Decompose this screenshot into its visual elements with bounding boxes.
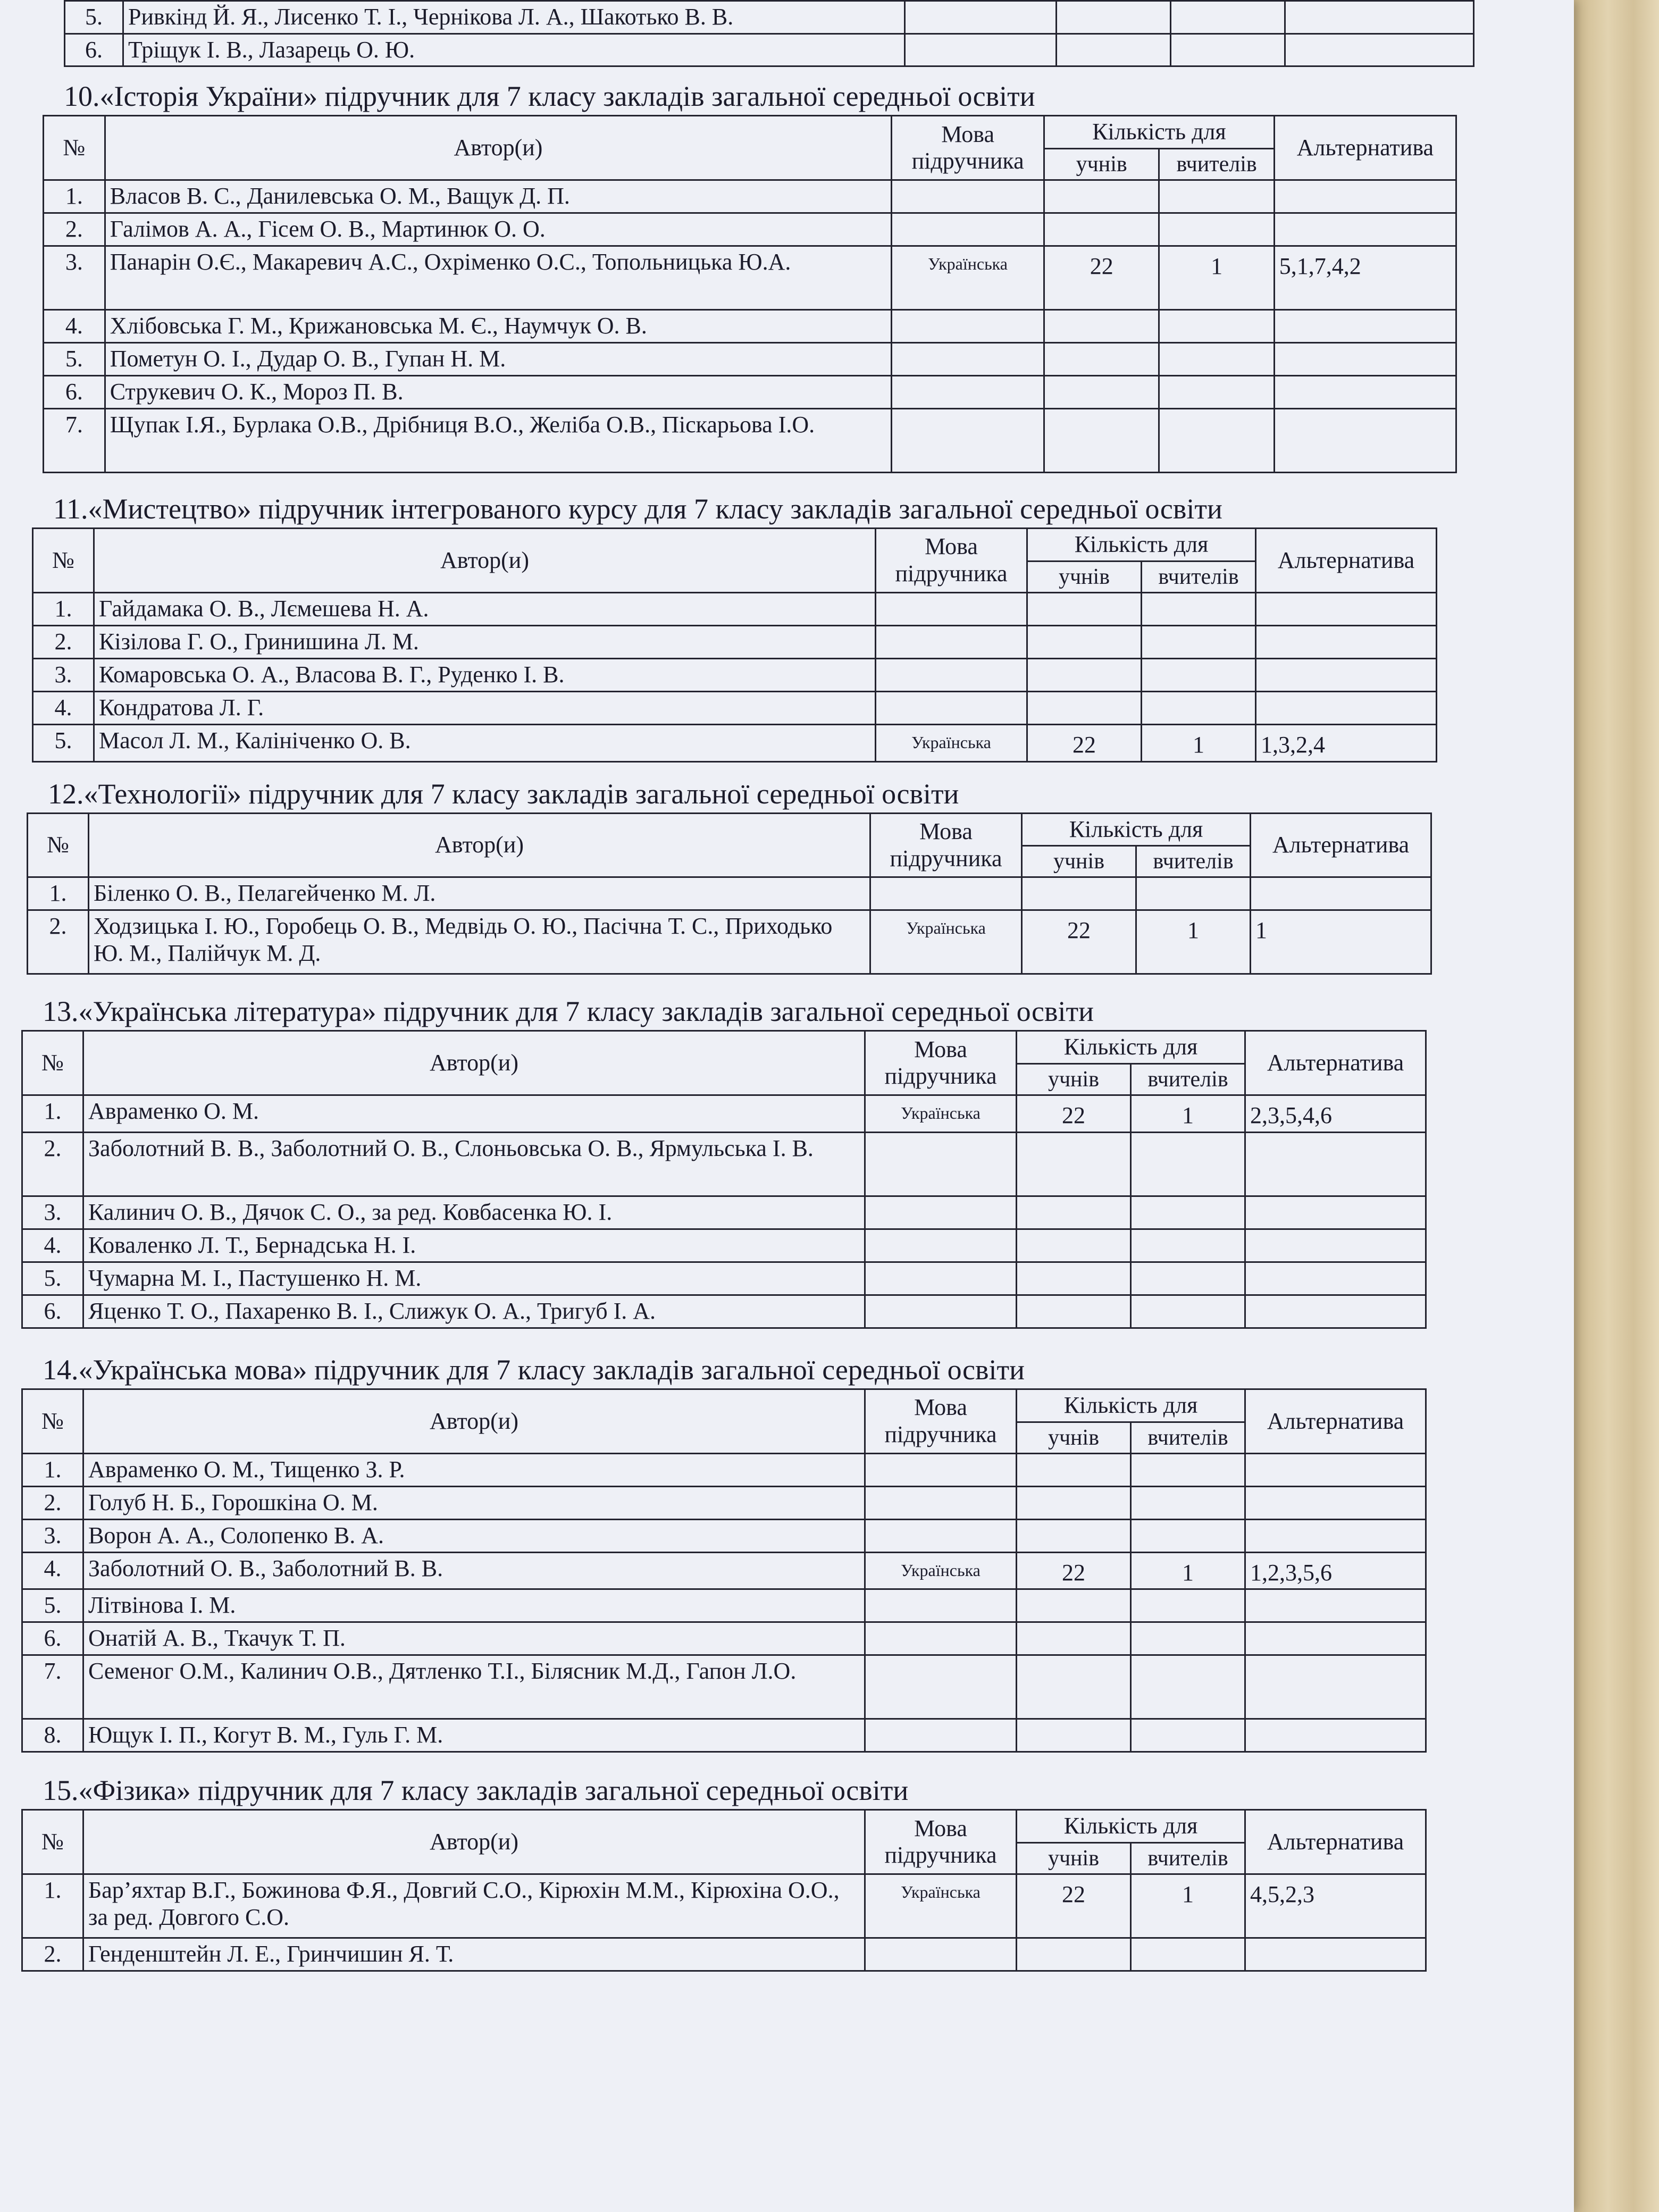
row-number-cell: 2. (28, 910, 89, 974)
wooden-table-background (1574, 0, 1659, 2212)
teachers-count-cell (1159, 343, 1274, 376)
table-row (22, 1589, 1426, 1622)
row-number-cell: 3. (44, 246, 105, 310)
students-count-cell (1017, 1453, 1131, 1486)
table-row (22, 1262, 1426, 1295)
students-count-cell (1044, 376, 1159, 409)
teachers-count-cell (1142, 691, 1256, 724)
language-cell (876, 691, 1027, 724)
authors-cell: Галімов А. А., Гісем О. В., Мартинюк О. О. (105, 213, 891, 246)
alternative-cell (1274, 343, 1456, 376)
header-students: учнів (1027, 561, 1142, 592)
header-authors: Автор(и) (83, 1810, 865, 1874)
header-row (22, 1389, 1426, 1422)
row-number-cell: 6. (65, 33, 123, 66)
textbook-table (21, 1809, 1427, 1972)
alternative-cell (1256, 625, 1437, 658)
textbook-table (27, 812, 1432, 975)
language-cell (892, 343, 1044, 376)
authors-cell: Голуб Н. Б., Горошкіна О. М. (83, 1486, 865, 1519)
row-number-cell: 1. (22, 1453, 83, 1486)
table-row (22, 1095, 1426, 1133)
empty-cell (1057, 1, 1171, 34)
students-count-cell (1017, 1938, 1131, 1971)
teachers-count-cell (1131, 1229, 1245, 1262)
alternative-cell (1245, 1519, 1426, 1552)
row-number-cell: 1. (44, 180, 105, 213)
students-count-cell (1044, 213, 1159, 246)
alternative-cell (1245, 1196, 1426, 1229)
row-number-cell: 3. (33, 658, 94, 691)
section-title: 15.«Фізика» підручник для 7 класу закладів загальної середньої освіти (43, 1774, 909, 1807)
header-quantity: Кількість для (1017, 1389, 1245, 1422)
students-count-cell: 22 (1017, 1095, 1131, 1133)
students-count-cell: 22 (1027, 724, 1142, 761)
students-count-cell (1027, 592, 1142, 625)
table-row (22, 1486, 1426, 1519)
header-row (44, 116, 1456, 149)
row-number-cell: 3. (22, 1519, 83, 1552)
header-students: учнів (1017, 1422, 1131, 1453)
row-number-cell: 1. (28, 877, 89, 910)
header-number: № (33, 529, 94, 593)
table-row (44, 409, 1456, 473)
language-cell (892, 180, 1044, 213)
language-cell: Українська (870, 910, 1022, 974)
row-number-cell: 3. (22, 1196, 83, 1229)
alternative-cell (1245, 1262, 1426, 1295)
language-cell (865, 1229, 1017, 1262)
table-row (22, 1622, 1426, 1655)
language-cell (865, 1196, 1017, 1229)
table-row (33, 724, 1437, 761)
header-students: учнів (1022, 846, 1136, 877)
table-row (22, 1874, 1426, 1938)
authors-cell: Яценко Т. О., Пахаренко В. І., Слижук О. А., Тригуб І. А. (83, 1295, 865, 1328)
authors-cell: Авраменко О. М. (83, 1095, 865, 1133)
table-row (44, 310, 1456, 343)
language-cell (892, 213, 1044, 246)
table-row (33, 691, 1437, 724)
alternative-cell (1245, 1486, 1426, 1519)
section-title: 11.«Мистецтво» підручник інтегрованого курсу для 7 класу закладів загальної середньої освіти (53, 493, 1222, 525)
header-alternative: Альтернатива (1256, 529, 1437, 593)
teachers-count-cell (1136, 877, 1251, 910)
alternative-cell (1245, 1655, 1426, 1719)
language-cell (865, 1262, 1017, 1295)
row-number-cell: 1. (22, 1874, 83, 1938)
alternative-cell (1245, 1938, 1426, 1971)
alternative-cell: 1 (1251, 910, 1431, 974)
row-number-cell: 2. (22, 1486, 83, 1519)
teachers-count-cell (1142, 592, 1256, 625)
language-cell: Українська (865, 1552, 1017, 1589)
section-15 (21, 1764, 1574, 1972)
empty-cell (905, 1, 1057, 34)
table-row (33, 592, 1437, 625)
language-cell (870, 877, 1022, 910)
section-title: 12.«Технології» підручник для 7 класу закладів загальної середньої освіти (48, 777, 959, 810)
students-count-cell (1017, 1719, 1131, 1752)
table-row (33, 625, 1437, 658)
section-title: 10.«Історія України» підручник для 7 класу закладів загальної середньої освіти (64, 80, 1035, 113)
header-row (33, 529, 1437, 562)
teachers-count-cell (1131, 1655, 1245, 1719)
header-quantity: Кількість для (1017, 1810, 1245, 1843)
alternative-cell: 5,1,7,4,2 (1274, 246, 1456, 310)
language-cell: Українська (892, 246, 1044, 310)
language-cell: Українська (865, 1874, 1017, 1938)
table-row (22, 1719, 1426, 1752)
teachers-count-cell (1159, 376, 1274, 409)
header-row (22, 1810, 1426, 1843)
alternative-cell (1245, 1295, 1426, 1328)
header-alternative: Альтернатива (1245, 1389, 1426, 1453)
teachers-count-cell: 1 (1142, 724, 1256, 761)
teachers-count-cell (1131, 1132, 1245, 1196)
students-count-cell (1017, 1132, 1131, 1196)
authors-cell: Кондратова Л. Г. (94, 691, 876, 724)
language-cell (865, 1938, 1017, 1971)
authors-cell: Власов В. С., Данилевська О. М., Ващук Д. П. (105, 180, 891, 213)
header-number: № (22, 1031, 83, 1095)
table-row (65, 33, 1474, 66)
teachers-count-cell (1131, 1486, 1245, 1519)
students-count-cell (1017, 1486, 1131, 1519)
section-13 (21, 985, 1574, 1328)
table-row (22, 1229, 1426, 1262)
header-row (22, 1031, 1426, 1064)
previous-section-table-tail (64, 0, 1474, 67)
alternative-cell (1245, 1229, 1426, 1262)
alternative-cell (1274, 310, 1456, 343)
authors-cell: Коваленко Л. Т., Бернадська Н. І. (83, 1229, 865, 1262)
teachers-count-cell: 1 (1131, 1095, 1245, 1133)
empty-cell (1285, 33, 1474, 66)
authors-cell: Заболотний О. В., Заболотний В. В. (83, 1552, 865, 1589)
language-cell (865, 1486, 1017, 1519)
header-teachers: вчителів (1159, 148, 1274, 180)
teachers-count-cell (1131, 1262, 1245, 1295)
authors-cell: Авраменко О. М., Тищенко З. Р. (83, 1453, 865, 1486)
row-number-cell: 4. (33, 691, 94, 724)
students-count-cell: 22 (1022, 910, 1136, 974)
header-row (28, 813, 1431, 846)
teachers-count-cell (1131, 1938, 1245, 1971)
teachers-count-cell: 1 (1159, 246, 1274, 310)
teachers-count-cell: 1 (1131, 1552, 1245, 1589)
section-title: 14.«Українська мова» підручник для 7 класу закладів загальної середньої освіти (43, 1353, 1025, 1386)
students-count-cell: 22 (1017, 1874, 1131, 1938)
header-authors: Автор(и) (89, 813, 870, 877)
authors-cell: Бар’яхтар В.Г., Божинова Ф.Я., Довгий С.О., Кірюхін М.М., Кірюхіна О.О., за ред. Довгого С.О. (83, 1874, 865, 1938)
header-language: Мова підручника (892, 116, 1044, 180)
language-cell: Українська (876, 724, 1027, 761)
language-cell (865, 1295, 1017, 1328)
row-number-cell: 6. (44, 376, 105, 409)
textbook-table (21, 1388, 1427, 1753)
table-row (22, 1196, 1426, 1229)
row-number-cell: 8. (22, 1719, 83, 1752)
section-11 (32, 483, 1574, 762)
row-number-cell: 4. (22, 1552, 83, 1589)
teachers-count-cell (1159, 213, 1274, 246)
empty-cell (905, 33, 1057, 66)
alternative-cell (1251, 877, 1431, 910)
row-number-cell: 7. (44, 409, 105, 473)
row-number-cell: 1. (22, 1095, 83, 1133)
table-row (22, 1519, 1426, 1552)
students-count-cell (1022, 877, 1136, 910)
authors-cell: Струкевич О. К., Мороз П. В. (105, 376, 891, 409)
authors-cell: Заболотний В. В., Заболотний О. В., Слоньовська О. В., Ярмульська І. В. (83, 1132, 865, 1196)
authors-cell: Біленко О. В., Пелагейченко М. Л. (89, 877, 870, 910)
students-count-cell (1017, 1655, 1131, 1719)
table-row (22, 1655, 1426, 1719)
header-authors: Автор(и) (94, 529, 876, 593)
row-number-cell: 4. (22, 1229, 83, 1262)
students-count-cell (1017, 1519, 1131, 1552)
students-count-cell (1027, 691, 1142, 724)
language-cell (865, 1655, 1017, 1719)
students-count-cell (1017, 1262, 1131, 1295)
teachers-count-cell (1159, 180, 1274, 213)
students-count-cell (1044, 409, 1159, 473)
alternative-cell: 1,2,3,5,6 (1245, 1552, 1426, 1589)
header-alternative: Альтернатива (1245, 1031, 1426, 1095)
language-cell (892, 376, 1044, 409)
table-row (44, 376, 1456, 409)
authors-cell: Ривкінд Й. Я., Лисенко Т. І., Чернікова Л. А., Шакотько В. В. (123, 1, 905, 34)
teachers-count-cell (1159, 409, 1274, 473)
authors-cell: Комаровська О. А., Власова В. Г., Руденко І. В. (94, 658, 876, 691)
header-alternative: Альтернатива (1245, 1810, 1426, 1874)
header-number: № (22, 1810, 83, 1874)
teachers-count-cell (1131, 1719, 1245, 1752)
authors-cell: Чумарна М. І., Пастушенко Н. М. (83, 1262, 865, 1295)
language-cell (865, 1132, 1017, 1196)
alternative-cell (1274, 409, 1456, 473)
row-number-cell: 2. (22, 1938, 83, 1971)
authors-cell: Літвінова І. М. (83, 1589, 865, 1622)
table-row (22, 1938, 1426, 1971)
row-number-cell: 2. (44, 213, 105, 246)
language-cell: Українська (865, 1095, 1017, 1133)
header-students: учнів (1017, 1843, 1131, 1874)
authors-cell: Пометун О. І., Дудар О. В., Гупан Н. М. (105, 343, 891, 376)
students-count-cell: 22 (1017, 1552, 1131, 1589)
row-number-cell: 7. (22, 1655, 83, 1719)
section-14 (21, 1344, 1574, 1753)
students-count-cell (1017, 1196, 1131, 1229)
empty-cell (1171, 1, 1285, 34)
alternative-cell (1274, 180, 1456, 213)
header-language: Мова підручника (870, 813, 1022, 877)
header-teachers: вчителів (1136, 846, 1251, 877)
students-count-cell (1044, 343, 1159, 376)
header-teachers: вчителів (1131, 1422, 1245, 1453)
table-row (22, 1552, 1426, 1589)
alternative-cell (1274, 376, 1456, 409)
section-10 (43, 70, 1574, 473)
header-teachers: вчителів (1131, 1843, 1245, 1874)
students-count-cell (1027, 658, 1142, 691)
header-authors: Автор(и) (83, 1031, 865, 1095)
teachers-count-cell (1142, 658, 1256, 691)
header-teachers: вчителів (1131, 1064, 1245, 1095)
header-quantity: Кількість для (1044, 116, 1275, 149)
row-number-cell: 5. (65, 1, 123, 34)
row-number-cell: 2. (22, 1132, 83, 1196)
language-cell (876, 592, 1027, 625)
row-number-cell: 4. (44, 310, 105, 343)
teachers-count-cell (1131, 1453, 1245, 1486)
row-number-cell: 5. (44, 343, 105, 376)
teachers-count-cell (1131, 1589, 1245, 1622)
students-count-cell (1017, 1295, 1131, 1328)
empty-cell (1171, 33, 1285, 66)
header-language: Мова підручника (876, 529, 1027, 593)
students-count-cell (1017, 1229, 1131, 1262)
alternative-cell (1245, 1719, 1426, 1752)
teachers-count-cell (1131, 1196, 1245, 1229)
authors-cell: Панарін О.Є., Макаревич А.С., Охріменко О.С., Топольницька Ю.А. (105, 246, 891, 310)
language-cell (865, 1519, 1017, 1552)
row-number-cell: 2. (33, 625, 94, 658)
header-teachers: вчителів (1142, 561, 1256, 592)
textbook-table (32, 527, 1437, 762)
language-cell (892, 310, 1044, 343)
students-count-cell (1017, 1589, 1131, 1622)
authors-cell: Хлібовська Г. М., Крижановська М. Є., Наумчук О. В. (105, 310, 891, 343)
header-alternative: Альтернатива (1274, 116, 1456, 180)
authors-cell: Ходзицька І. Ю., Горобець О. В., Медвідь О. Ю., Пасічна Т. С., Приходько Ю. М., Палійчук М. Д. (89, 910, 870, 974)
authors-cell: Тріщук І. В., Лазарець О. Ю. (123, 33, 905, 66)
row-number-cell: 6. (22, 1622, 83, 1655)
header-students: учнів (1017, 1064, 1131, 1095)
authors-cell: Генденштейн Л. Е., Гринчишин Я. Т. (83, 1938, 865, 1971)
row-number-cell: 1. (33, 592, 94, 625)
textbook-table (21, 1030, 1427, 1328)
alternative-cell (1245, 1132, 1426, 1196)
alternative-cell: 4,5,2,3 (1245, 1874, 1426, 1938)
row-number-cell: 5. (33, 724, 94, 761)
header-quantity: Кількість для (1017, 1031, 1245, 1064)
header-language: Мова підручника (865, 1031, 1017, 1095)
teachers-count-cell (1159, 310, 1274, 343)
teachers-count-cell: 1 (1131, 1874, 1245, 1938)
alternative-cell (1256, 592, 1437, 625)
header-authors: Автор(и) (105, 116, 891, 180)
alternative-cell (1245, 1589, 1426, 1622)
empty-cell (1057, 33, 1171, 66)
alternative-cell (1256, 658, 1437, 691)
teachers-count-cell (1131, 1622, 1245, 1655)
students-count-cell (1044, 180, 1159, 213)
row-number-cell: 5. (22, 1262, 83, 1295)
alternative-cell: 2,3,5,4,6 (1245, 1095, 1426, 1133)
header-quantity: Кількість для (1027, 529, 1256, 562)
authors-cell: Онатій А. В., Ткачук Т. П. (83, 1622, 865, 1655)
authors-cell: Щупак І.Я., Бурлака О.В., Дрібниця В.О., Желіба О.В., Піскарьова І.О. (105, 409, 891, 473)
teachers-count-cell (1142, 625, 1256, 658)
section-title: 13.«Українська література» підручник для 7 класу закладів загальної середньої освіти (43, 995, 1094, 1028)
header-number: № (28, 813, 89, 877)
language-cell (876, 625, 1027, 658)
students-count-cell (1027, 625, 1142, 658)
language-cell (865, 1589, 1017, 1622)
authors-cell: Семеног О.М., Калинич О.В., Дятленко Т.І., Білясник М.Д., Гапон Л.О. (83, 1655, 865, 1719)
authors-cell: Гайдамака О. В., Лємешева Н. А. (94, 592, 876, 625)
authors-cell: Кізілова Г. О., Гринишина Л. М. (94, 625, 876, 658)
authors-cell: Калинич О. В., Дячок С. О., за ред. Ковбасенка Ю. І. (83, 1196, 865, 1229)
section-12 (27, 768, 1574, 975)
textbook-table (43, 115, 1457, 473)
alternative-cell (1245, 1453, 1426, 1486)
alternative-cell: 1,3,2,4 (1256, 724, 1437, 761)
header-alternative: Альтернатива (1251, 813, 1431, 877)
authors-cell: Ющук І. П., Когут В. М., Гуль Г. М. (83, 1719, 865, 1752)
table-row (44, 343, 1456, 376)
header-number: № (44, 116, 105, 180)
table-row (22, 1453, 1426, 1486)
table-row (65, 1, 1474, 34)
empty-cell (1285, 1, 1474, 34)
students-count-cell (1044, 310, 1159, 343)
row-number-cell: 5. (22, 1589, 83, 1622)
sections-container (21, 70, 1574, 1972)
teachers-count-cell (1131, 1519, 1245, 1552)
teachers-count-cell: 1 (1136, 910, 1251, 974)
table-row (33, 658, 1437, 691)
header-authors: Автор(и) (83, 1389, 865, 1453)
table-row (44, 213, 1456, 246)
students-count-cell: 22 (1044, 246, 1159, 310)
table-row (44, 246, 1456, 310)
table-row (44, 180, 1456, 213)
authors-cell: Ворон А. А., Солопенко В. А. (83, 1519, 865, 1552)
header-language: Мова підручника (865, 1810, 1017, 1874)
header-students: учнів (1044, 148, 1159, 180)
header-quantity: Кількість для (1022, 813, 1251, 846)
language-cell (865, 1453, 1017, 1486)
students-count-cell (1017, 1622, 1131, 1655)
language-cell (876, 658, 1027, 691)
table-row (22, 1295, 1426, 1328)
header-language: Мова підручника (865, 1389, 1017, 1453)
language-cell (892, 409, 1044, 473)
authors-cell: Масол Л. М., Калініченко О. В. (94, 724, 876, 761)
language-cell (865, 1622, 1017, 1655)
alternative-cell (1274, 213, 1456, 246)
table-row (28, 877, 1431, 910)
language-cell (865, 1719, 1017, 1752)
row-number-cell: 6. (22, 1295, 83, 1328)
alternative-cell (1245, 1622, 1426, 1655)
teachers-count-cell (1131, 1295, 1245, 1328)
table-row (28, 910, 1431, 974)
header-number: № (22, 1389, 83, 1453)
alternative-cell (1256, 691, 1437, 724)
table-row (22, 1132, 1426, 1196)
